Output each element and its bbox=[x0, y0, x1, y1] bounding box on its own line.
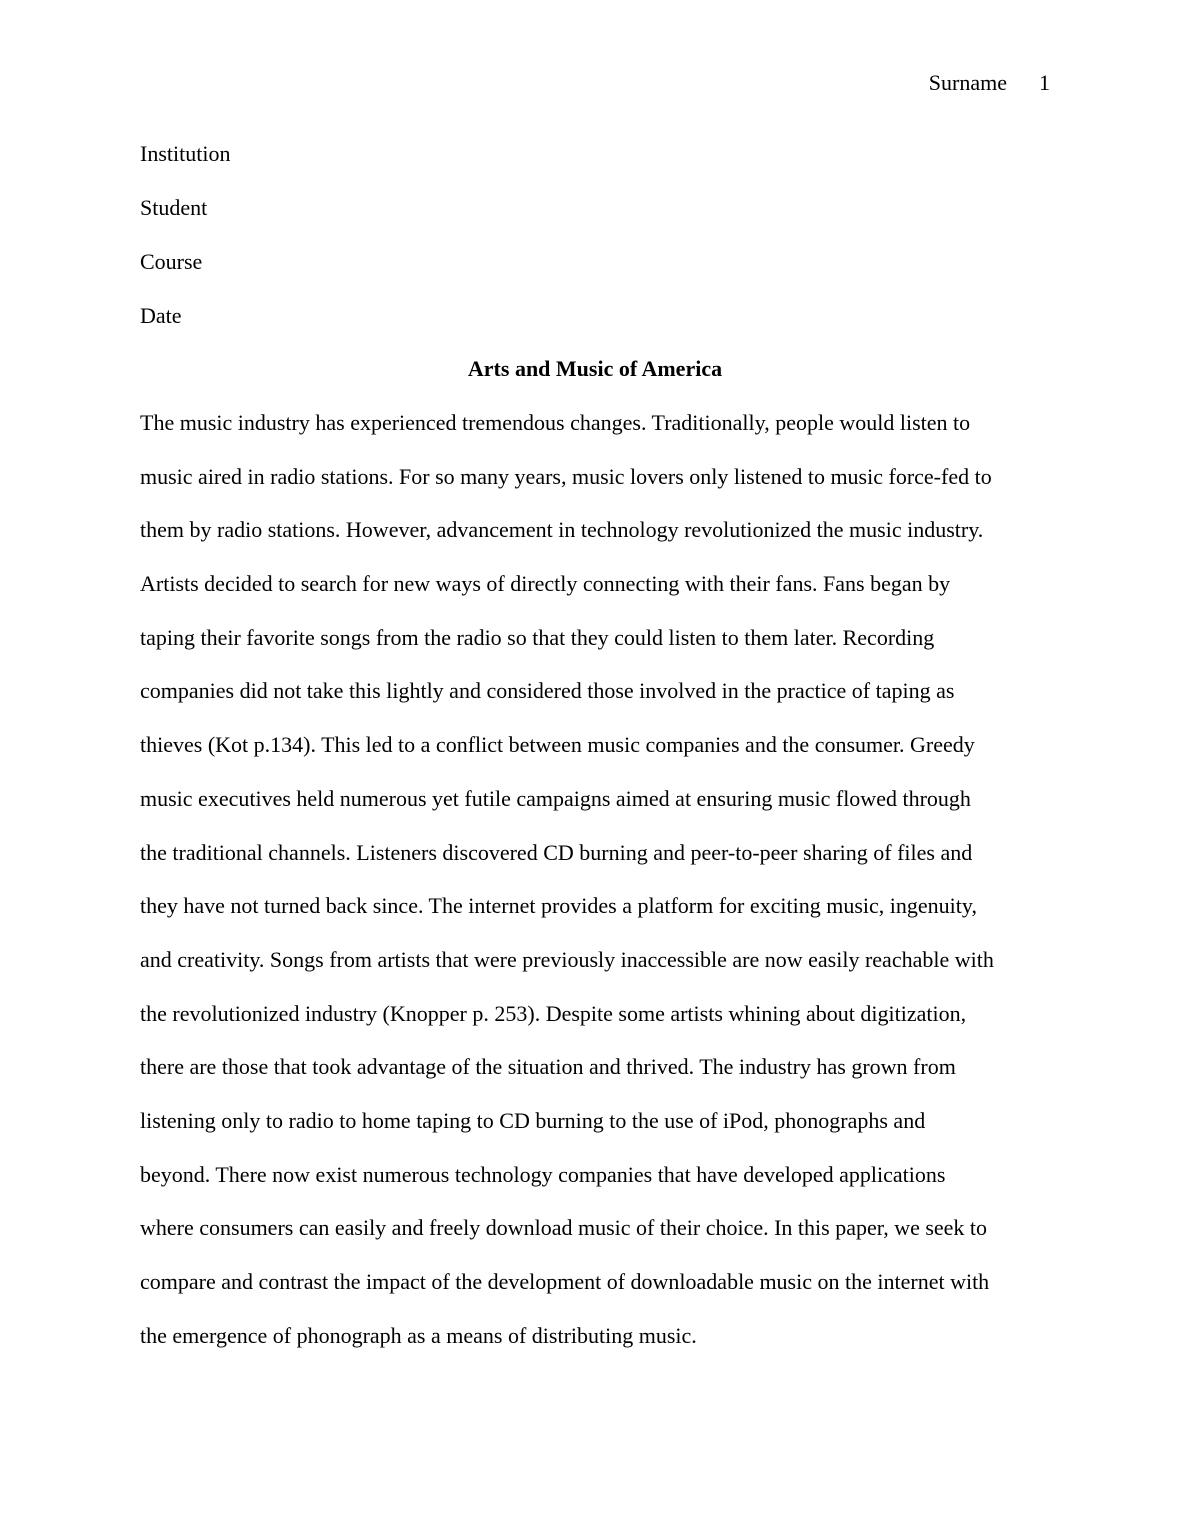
page-number: 1 bbox=[1039, 70, 1050, 95]
running-header bbox=[929, 68, 1050, 98]
header-surname: Surname bbox=[928, 70, 1007, 95]
body-line: music aired in radio stations. For so many years, music lovers only listened to music force-fed to bbox=[140, 463, 992, 489]
body-line: taping their favorite songs from the radio so that they could listen to them later. Recording bbox=[140, 624, 935, 650]
body-paragraph bbox=[140, 408, 1060, 1374]
body-line: companies did not take this lightly and considered those involved in the practice of taping as bbox=[140, 678, 955, 704]
body-line: listening only to radio to home taping to CD burning to the use of iPod, phonographs and bbox=[140, 1107, 926, 1133]
body-line: music executives held numerous yet futile campaigns aimed at ensuring music flowed through bbox=[140, 785, 971, 811]
body-line: beyond. There now exist numerous technology companies that have developed applications bbox=[140, 1161, 946, 1187]
student-info-block bbox=[140, 139, 1050, 355]
body-line: thieves (Kot p.134). This led to a conflict between music companies and the consumer. Greedy bbox=[140, 732, 975, 758]
body-line: the emergence of phonograph as a means of distributing music. bbox=[140, 1322, 697, 1348]
course-line: Course bbox=[140, 249, 203, 274]
body-line: they have not turned back since. The internet provides a platform for exciting music, ingenuity, bbox=[140, 893, 977, 919]
body-line: The music industry has experienced tremendous changes. Traditionally, people would listen to bbox=[140, 410, 971, 435]
body-line: the traditional channels. Listeners discovered CD burning and peer-to-peer sharing of files and bbox=[140, 839, 973, 865]
body-line: the revolutionized industry (Knopper p. 253). Despite some artists whining about digitization, bbox=[140, 1000, 967, 1026]
body-line: and creativity. Songs from artists that were previously inaccessible are now easily reachable with bbox=[140, 946, 994, 972]
body-line: where consumers can easily and freely download music of their choice. In this paper, we seek to bbox=[140, 1215, 988, 1241]
body-line: Artists decided to search for new ways of directly connecting with their fans. Fans began by bbox=[140, 571, 951, 597]
paper-title: Arts and Music of America bbox=[467, 356, 723, 381]
body-line: there are those that took advantage of the situation and thrived. The industry has grown from bbox=[140, 1054, 956, 1080]
institution-line: Institution bbox=[140, 141, 231, 166]
body-line: them by radio stations. However, advancement in technology revolutionized the music industry. bbox=[140, 517, 984, 543]
date-line: Date bbox=[140, 303, 182, 328]
student-line: Student bbox=[140, 195, 208, 220]
body-line: compare and contrast the impact of the development of downloadable music on the internet with bbox=[140, 1269, 990, 1294]
